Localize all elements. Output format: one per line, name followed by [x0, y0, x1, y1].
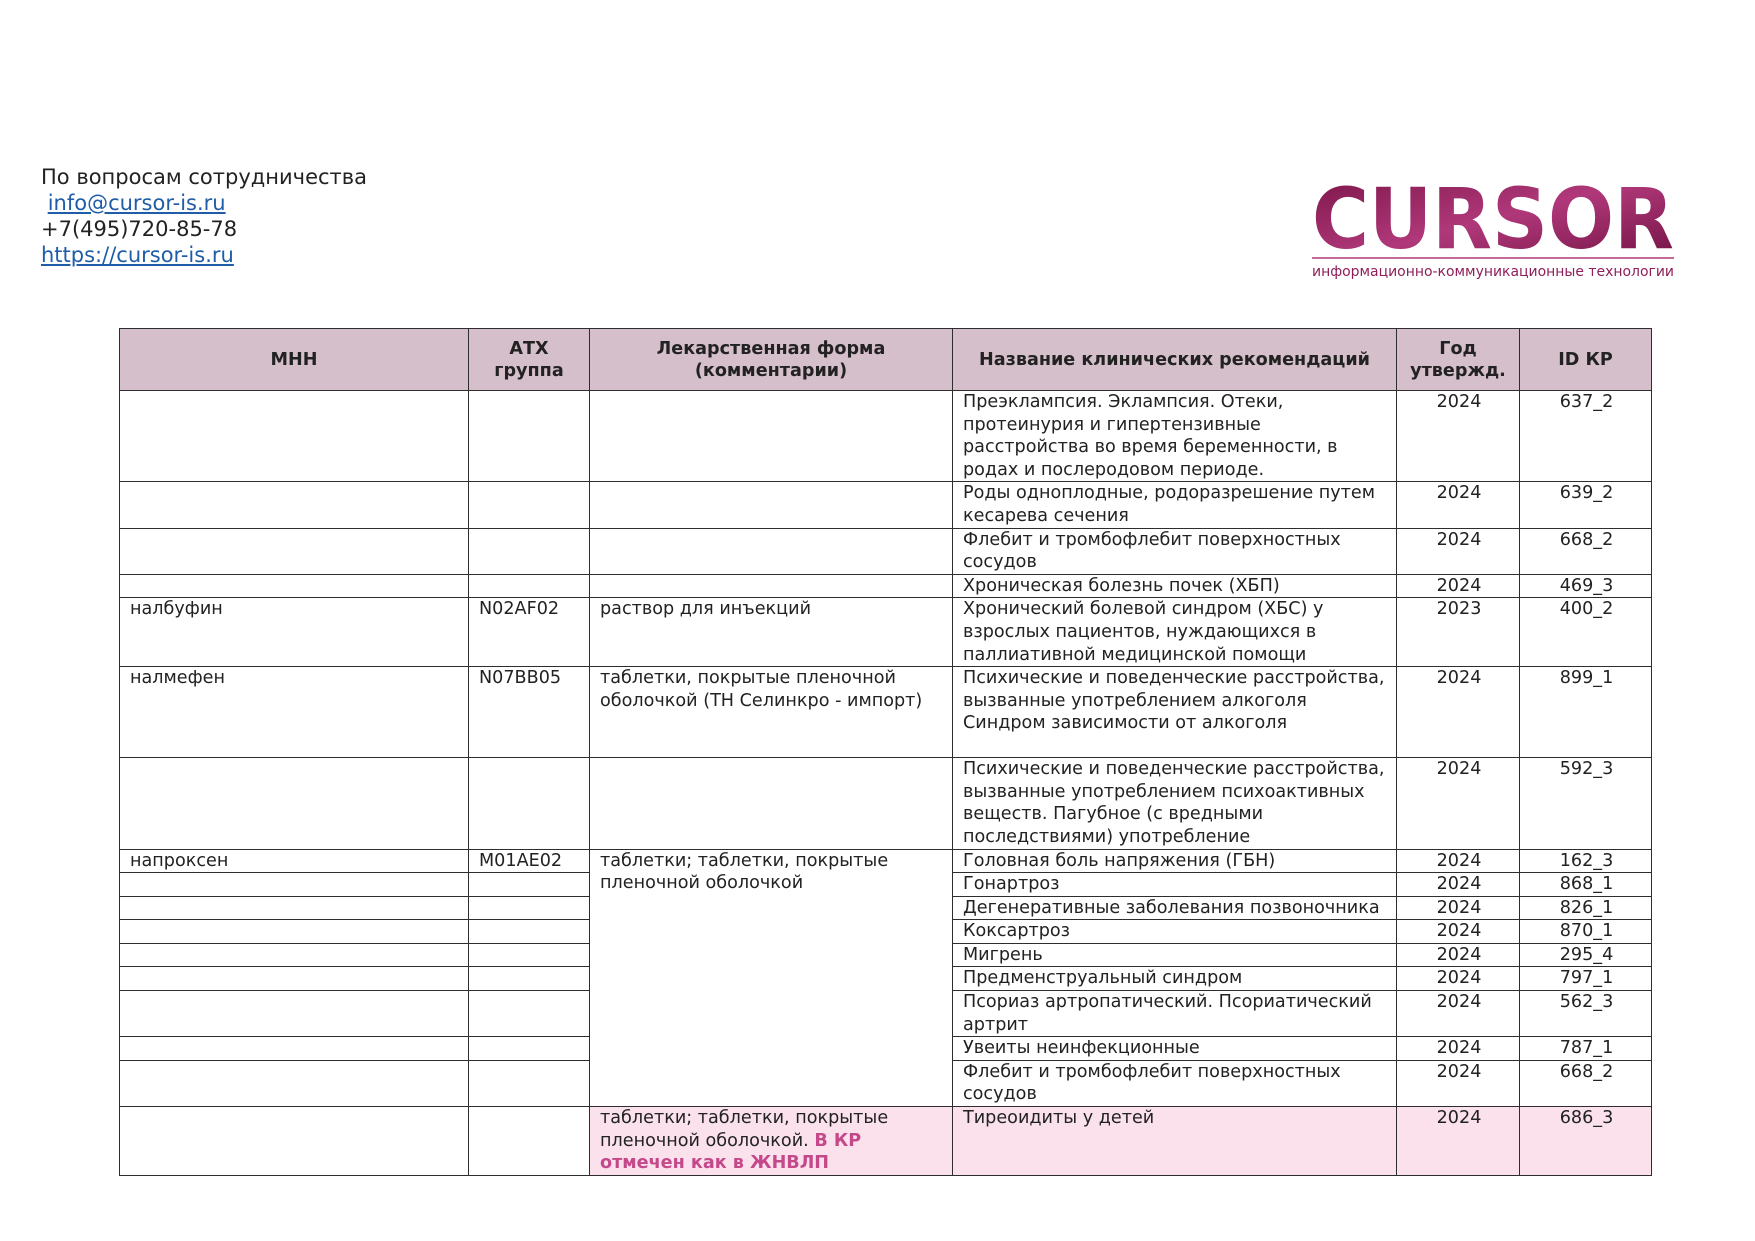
cell-form: таблетки, покрытые пленочной оболочкой (ТН Селинкро - импорт) [590, 667, 953, 758]
cell-atx [469, 1037, 590, 1061]
cell-atx [469, 574, 590, 598]
form-text: таблетки; таблетки, покрытые пленочной оболочкой. [600, 1108, 889, 1151]
cell-id: 639_2 [1520, 482, 1652, 528]
cursor-logo [1310, 172, 1676, 284]
cell-id: 162_3 [1520, 849, 1652, 873]
table-row [120, 528, 1652, 574]
cell-mnn [120, 758, 469, 849]
table-header-row [120, 329, 1652, 391]
cell-atx [469, 873, 590, 897]
cell-atx [469, 943, 590, 967]
cell-year: 2024 [1397, 920, 1520, 944]
email-link[interactable]: info@cursor-is.ru [47, 191, 226, 215]
header-id: ID КР [1520, 329, 1652, 391]
cell-id: 686_3 [1520, 1107, 1652, 1176]
cell-mnn: налбуфин [120, 598, 469, 667]
cell-mnn [120, 391, 469, 482]
cell-mnn [120, 873, 469, 897]
header-mnn: МНН [120, 329, 469, 391]
cell-year: 2024 [1397, 1060, 1520, 1106]
cell-id: 870_1 [1520, 920, 1652, 944]
cell-atx: N07BB05 [469, 667, 590, 758]
cell-year: 2024 [1397, 991, 1520, 1037]
cell-id: 797_1 [1520, 967, 1652, 991]
cell-name: Психические и поведенческие расстройства, вызванные употреблением алкоголя Синдром зависимости от алкоголя [953, 667, 1397, 758]
cell-year: 2024 [1397, 667, 1520, 758]
website-link[interactable]: https://cursor-is.ru [41, 243, 234, 267]
cell-year: 2024 [1397, 1107, 1520, 1176]
cell-form: раствор для инъекций [590, 598, 953, 667]
cell-name: Флебит и тромбофлебит поверхностных сосудов [953, 528, 1397, 574]
cell-year: 2024 [1397, 482, 1520, 528]
contacts-block [41, 164, 367, 268]
cell-mnn [120, 528, 469, 574]
cell-atx [469, 528, 590, 574]
cell-form: таблетки; таблетки, покрытые пленочной оболочкой [590, 849, 953, 1107]
cell-mnn [120, 574, 469, 598]
cell-year: 2024 [1397, 1037, 1520, 1061]
cell-atx [469, 967, 590, 991]
cell-atx [469, 391, 590, 482]
cell-id: 562_3 [1520, 991, 1652, 1037]
cell-year: 2024 [1397, 528, 1520, 574]
cell-atx: M01AE02 [469, 849, 590, 873]
cell-id: 469_3 [1520, 574, 1652, 598]
table-row [120, 391, 1652, 482]
cell-form [590, 1107, 953, 1176]
cell-id: 400_2 [1520, 598, 1652, 667]
cell-form [590, 574, 953, 598]
cell-atx [469, 758, 590, 849]
cell-atx [469, 896, 590, 920]
contacts-title: По вопросам сотрудничества [41, 165, 368, 189]
cell-mnn [120, 967, 469, 991]
cell-year: 2024 [1397, 873, 1520, 897]
header-year: Год утвержд. [1397, 329, 1520, 391]
cell-name: Головная боль напряжения (ГБН) [953, 849, 1397, 873]
table-row [120, 482, 1652, 528]
cell-atx: N02AF02 [469, 598, 590, 667]
cell-year: 2024 [1397, 391, 1520, 482]
cell-id: 295_4 [1520, 943, 1652, 967]
cell-id: 899_1 [1520, 667, 1652, 758]
cell-year: 2024 [1397, 758, 1520, 849]
table-row [120, 758, 1652, 849]
cell-id: 592_3 [1520, 758, 1652, 849]
cell-mnn [120, 943, 469, 967]
cell-id: 637_2 [1520, 391, 1652, 482]
phone-number: +7(495)720-85-78 [41, 217, 238, 241]
cell-name: Тиреоидиты у детей [953, 1107, 1397, 1176]
cell-name: Роды одноплодные, родоразрешение путем кесарева сечения [953, 482, 1397, 528]
cell-form [590, 391, 953, 482]
cell-id: 826_1 [1520, 896, 1652, 920]
header-atx: АТХ группа [469, 329, 590, 391]
cell-year: 2024 [1397, 896, 1520, 920]
table-row [120, 849, 1652, 873]
cell-name: Преэклампсия. Эклампсия. Отеки, протеинурия и гипертензивные расстройства во время беременности, в родах и послеродовом периоде. [953, 391, 1397, 482]
cell-atx [469, 482, 590, 528]
cell-mnn [120, 896, 469, 920]
cell-year: 2024 [1397, 574, 1520, 598]
cell-name: Дегенеративные заболевания позвоночника [953, 896, 1397, 920]
cell-name: Психические и поведенческие расстройства, вызванные употреблением психоактивных веществ. Пагубное (с вредными последствиями) употребление [953, 758, 1397, 849]
cell-name: Флебит и тромбофлебит поверхностных сосудов [953, 1060, 1397, 1106]
cell-atx [469, 991, 590, 1037]
cell-form [590, 758, 953, 849]
cell-atx [469, 920, 590, 944]
cell-name: Предменструальный синдром [953, 967, 1397, 991]
clinical-recommendations-table [119, 328, 1652, 1176]
cell-atx [469, 1107, 590, 1176]
cell-name: Псориаз артропатический. Псориатический артрит [953, 991, 1397, 1037]
table-row [120, 574, 1652, 598]
cell-id: 787_1 [1520, 1037, 1652, 1061]
cell-name: Хроническая болезнь почек (ХБП) [953, 574, 1397, 598]
cell-name: Гонартроз [953, 873, 1397, 897]
cell-name: Увеиты неинфекционные [953, 1037, 1397, 1061]
cell-mnn [120, 1037, 469, 1061]
cell-mnn [120, 920, 469, 944]
cell-year: 2024 [1397, 967, 1520, 991]
cell-id: 668_2 [1520, 528, 1652, 574]
cell-name: Мигрень [953, 943, 1397, 967]
cell-form [590, 528, 953, 574]
cell-id: 668_2 [1520, 1060, 1652, 1106]
cell-mnn [120, 991, 469, 1037]
cell-form [590, 482, 953, 528]
logo-wordmark: CURSOR [1312, 172, 1674, 268]
header-name: Название клинических рекомендаций [953, 329, 1397, 391]
form-note: В КР отмечен как в ЖНВЛП [600, 1130, 862, 1174]
table-row-highlighted [120, 1107, 1652, 1176]
cell-mnn [120, 482, 469, 528]
cell-year: 2023 [1397, 598, 1520, 667]
header-form: Лекарственная форма (комментарии) [590, 329, 953, 391]
cell-mnn: налмефен [120, 667, 469, 758]
cell-year: 2024 [1397, 849, 1520, 873]
cell-mnn [120, 1107, 469, 1176]
table-row [120, 598, 1652, 667]
cell-atx [469, 1060, 590, 1106]
cell-year: 2024 [1397, 943, 1520, 967]
table-row [120, 667, 1652, 758]
logo-tagline: информационно-коммуникационные технологии [1312, 264, 1674, 280]
cell-id: 868_1 [1520, 873, 1652, 897]
cell-mnn: напроксен [120, 849, 469, 873]
cell-name: Коксартроз [953, 920, 1397, 944]
cell-name: Хронический болевой синдром (ХБС) у взрослых пациентов, нуждающихся в паллиативной медицинской помощи [953, 598, 1397, 667]
cell-mnn [120, 1060, 469, 1106]
